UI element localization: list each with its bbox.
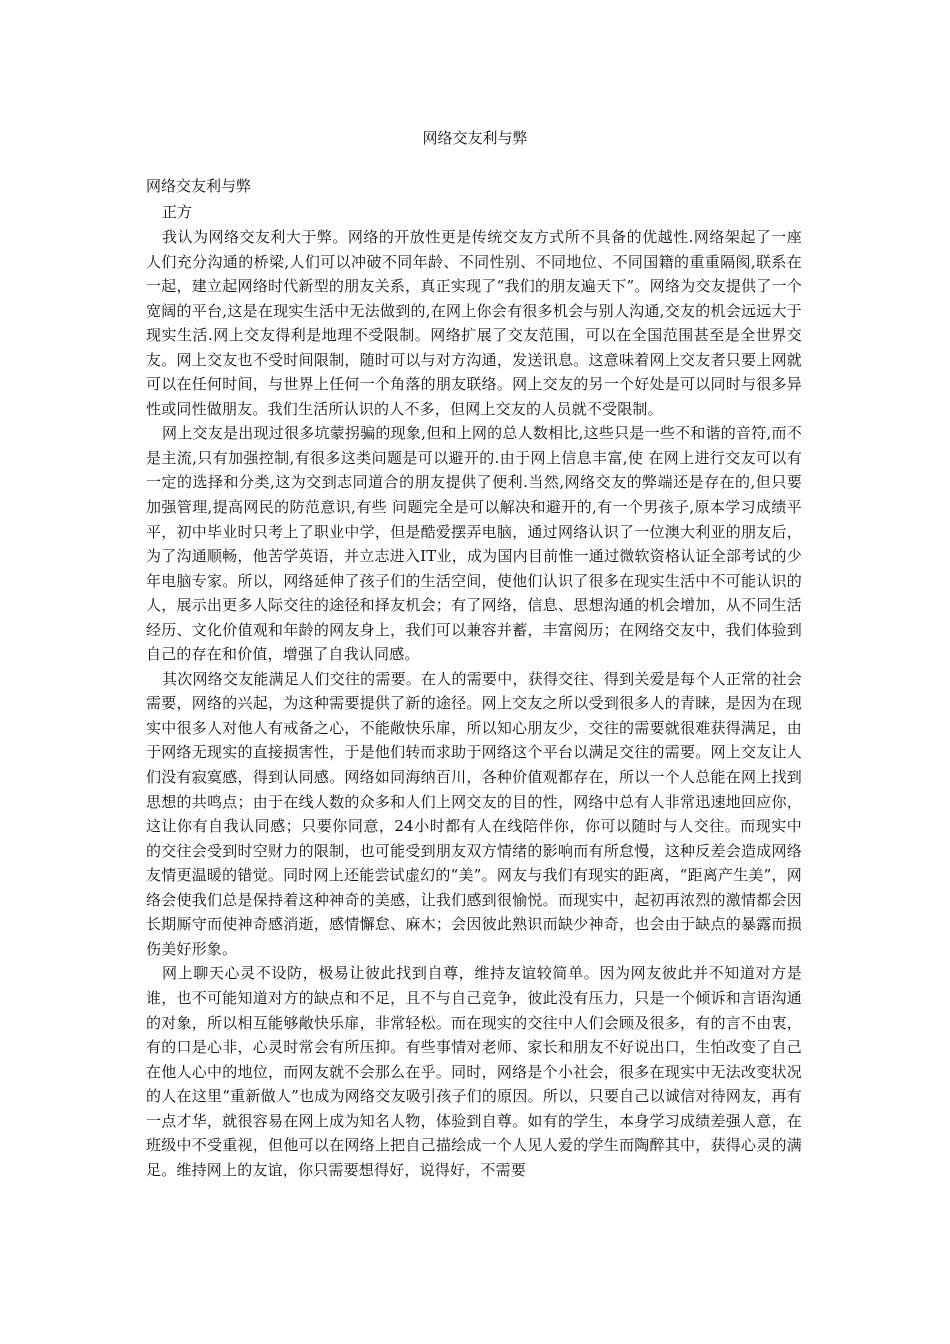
side-label: 正方: [162, 203, 193, 221]
paragraph-3: 其次网络交友能满足人们交往的需要。在人的需要中，获得交往、得到关爱是每个人正常的社会需要，网络的兴起，为这种需要提供了新的途径。网上交友之所以受到很多人的青睐，是因为在现实中很多人对他人有戒备之心，不能敞快乐扉，所以知心朋友少，交往的需要就很难获得满足，由于网络无现实的直接损害性，于是他们转而求助于网络这个平台以满足交往的需要。网上交友让人们没有寂寞感，得到认同感。网络如同海纳百川，各种价值观都存在，所以一个人总能在网上找到思想的共鸣点；由于在线人数的众多和人们上网交友的目的性，网络中总有人非常迅速地回应你，这让你有自我认同感；只要你同意，24小时都有人在线陪伴你，你可以随时与人交往。而现实中的交往会受到时空财力的限制，也可能受到朋友双方情绪的影响而有所怠慢，这种反差会造成网络友情更温暖的错觉。同时网上还能尝试虚幻的“美”。网友与我们有现实的距离，“距离产生美”，网络会使我们总是保持着这种神奇的美感，让我们感到很愉悦。而现实中，起初再浓烈的激情都会因长期厮守而使神奇感消逝，感情懈怠、麻木；会因彼此熟识而缺少神奇，也会由于缺点的暴露而损伤美好形象。: [146, 669, 802, 958]
document-subtitle: 网络交友利与弊: [146, 177, 252, 195]
page-title: 网络交友利与弊: [422, 129, 528, 147]
document-body: [146, 225, 802, 1182]
paragraph-1: 我认为网络交友利大于弊。网络的开放性更是传统交友方式所不具备的优越性.网络架起了一座人们充分沟通的桥梁,人们可以冲破不同年龄、不同性别、不同地位、不同国籍的重重隔阂,联系在一起，建立起网络时代新型的朋友关系，真正实现了“我们的朋友遍天下”。网络为交友提供了一个宽阔的平台,这是在现实生活中无法做到的,在网上你会有很多机会与别人沟通,交友的机会远远大于现实生活.网上交友得利是地理不受限制。网络扩展了交友范围，可以在全国范围甚至是全世界交友。网上交友也不受时间限制，随时可以与对方沟通，发送讯息。这意味着网上交友者只要上网就可以在任何时间，与世界上任何一个角落的朋友联络。网上交友的另一个好处是可以同时与很多异性或同性做朋友。我们生活所认识的人不多，但网上交友的人员就不受限制。: [146, 228, 802, 418]
paragraph-2: 网上交友是出现过很多坑蒙拐骗的现象,但和上网的总人数相比,这些只是一些不和谐的音符,而不是主流,只有加强控制,有很多这类问题是可以避开的.由于网上信息丰富,使 在网上进行交友可以有一定的选择和分类,这为交到志同道合的朋友提供了便利.当然,网络交友的弊端还是存在的,但只要加强管理,提高网民的防范意识,有些 问题完全是可以解决和避开的,有一个男孩子,原本学习成绩平平，初中毕业时只考上了职业中学，但是酷爱摆弄电脑，通过网络认识了一位澳大利亚的朋友后，为了沟通顺畅，他苦学英语，并立志进入IT业，成为国内目前惟一通过微软资格认证全部考试的少年电脑专家。所以，网络延伸了孩子们的生活空间，使他们认识了很多在现实生活中不可能认识的人，展示出更多人际交往的途径和择友机会；有了网络，信息、思想沟通的机会增加，从不同生活经历、文化价值观和年龄的网友身上，我们可以兼容并蓄，丰富阅历；在网络交友中，我们体验到自己的存在和价值，增强了自我认同感。: [146, 424, 802, 664]
paragraph-4: 网上聊天心灵不设防，极易让彼此找到自尊，维持友谊较简单。因为网友彼此并不知道对方是谁，也不可能知道对方的缺点和不足，且不与自己竞争，彼此没有压力，只是一个倾诉和言语沟通的对象，所以相互能够敞快乐扉，非常轻松。而在现实的交往中人们会顾及很多，有的言不由衷，有的口是心非，心灵时常会有所压抑。有些事情对老师、家长和朋友不好说出口，生怕改变了自己在他人心中的地位，而网友就不会那么在乎。同时，网络是个小社会，很多在现实中无法改变状况的人在这里“重新做人”也成为网络交友吸引孩子们的原因。所以，只要自己以诚信对待网友，再有一点才华，就很容易在网上成为知名人物，体验到自尊。如有的学生，本身学习成绩差强人意，在班级中不受重视，但他可以在网络上把自己描绘成一个人见人爱的学生而陶醉其中，获得心灵的满足。维持网上的友谊，你只需要想得好，说得好，不需要: [146, 964, 802, 1179]
